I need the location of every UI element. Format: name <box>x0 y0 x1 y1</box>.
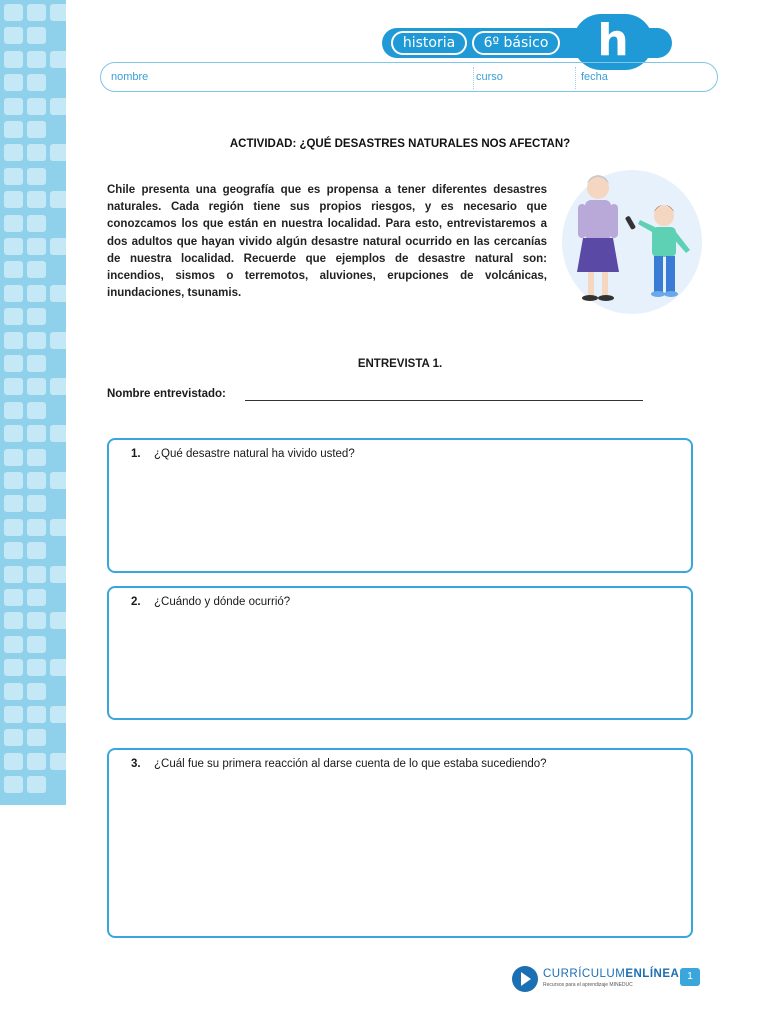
decorative-tile <box>27 144 46 161</box>
question-text: ¿Qué desastre natural ha vivido usted? <box>154 448 355 460</box>
decorative-tile <box>50 659 66 676</box>
interviewee-name-line[interactable] <box>245 400 643 401</box>
decorative-tile <box>50 51 66 68</box>
decorative-tile <box>4 542 23 559</box>
decorative-tile <box>4 449 23 466</box>
decorative-tile <box>50 566 66 583</box>
decorative-tile <box>4 144 23 161</box>
decorative-tile <box>4 753 23 770</box>
decorative-tile <box>50 191 66 208</box>
decorative-tile <box>4 4 23 21</box>
decorative-tile <box>27 191 46 208</box>
decorative-tile <box>27 27 46 44</box>
brand-tagline: Recursos para el aprendizaje MINEDUC <box>543 982 633 988</box>
subject-logo-badge: h <box>573 14 653 70</box>
question-number: 2. <box>131 596 141 608</box>
decorative-tile <box>4 238 23 255</box>
decorative-tile <box>27 378 46 395</box>
decorative-tile <box>27 332 46 349</box>
decorative-tile <box>50 285 66 302</box>
decorative-tile <box>50 425 66 442</box>
question-number: 3. <box>131 758 141 770</box>
decorative-tile <box>27 566 46 583</box>
decorative-tile <box>50 98 66 115</box>
subject-pill: historia <box>391 31 467 55</box>
grade-pill: 6º básico <box>472 31 560 55</box>
decorative-tile <box>50 753 66 770</box>
decorative-tile <box>4 519 23 536</box>
curriculum-en-linea-logo <box>512 965 680 993</box>
decorative-tile <box>27 261 46 278</box>
interviewee-name-label: Nombre entrevistado: <box>107 388 226 400</box>
decorative-tile <box>4 378 23 395</box>
play-arrow-icon <box>512 966 538 992</box>
question-box-3[interactable] <box>107 748 693 938</box>
decorative-tile <box>4 191 23 208</box>
decorative-tile <box>4 308 23 325</box>
intro-paragraph: Chile presenta una geografía que es propensa a tener diferentes desastres naturales. Cada región tiene sus propios riesgos, y es necesario que conozcamos los que están en nuestra localidad. Para esto, entrevistaremos a dos adultos que hayan vivido algún desastre natural ocurrido en las cercanías de nuestra localidad. Recuerde que ejemplos de desastre natural son: incendios, sismos o terremotos, aluviones, erupciones de volcánicas, inundaciones, tsunamis. <box>107 184 547 300</box>
decorative-tile <box>27 121 46 138</box>
decorative-tile <box>4 168 23 185</box>
decorative-tile <box>4 729 23 746</box>
question-box-2[interactable] <box>107 586 693 720</box>
decorative-tile <box>27 98 46 115</box>
question-number: 1. <box>131 448 141 460</box>
decorative-tile <box>27 753 46 770</box>
decorative-tile <box>4 98 23 115</box>
decorative-tile <box>4 121 23 138</box>
date-field-label: fecha <box>581 71 608 83</box>
decorative-tile <box>27 238 46 255</box>
decorative-tile <box>27 519 46 536</box>
brand-name <box>543 968 679 980</box>
decorative-tile <box>27 425 46 442</box>
decorative-tile <box>27 215 46 232</box>
decorative-tile <box>50 519 66 536</box>
decorative-tile <box>27 402 46 419</box>
decorative-tile <box>27 776 46 793</box>
decorative-tile <box>27 355 46 372</box>
course-field-label: curso <box>476 71 503 83</box>
decorative-tile <box>4 472 23 489</box>
decorative-tile <box>27 659 46 676</box>
interview-illustration <box>558 160 706 318</box>
decorative-tile <box>4 27 23 44</box>
decorative-tile <box>4 74 23 91</box>
decorative-tile <box>4 495 23 512</box>
decorative-tile <box>27 706 46 723</box>
decorative-tile <box>50 472 66 489</box>
decorative-tile <box>27 449 46 466</box>
page-number: 1 <box>680 968 700 986</box>
decorative-tile <box>27 589 46 606</box>
decorative-tile <box>27 168 46 185</box>
question-box-1[interactable] <box>107 438 693 573</box>
brand-name-bold: ENLÍNEA <box>625 968 680 980</box>
decorative-tile <box>50 378 66 395</box>
decorative-tile <box>27 542 46 559</box>
decorative-tile <box>4 683 23 700</box>
decorative-tile <box>4 589 23 606</box>
question-text: ¿Cuándo y dónde ocurrió? <box>154 596 291 608</box>
info-divider <box>473 67 474 89</box>
decorative-tile <box>4 402 23 419</box>
decorative-tile <box>4 566 23 583</box>
decorative-tile <box>27 4 46 21</box>
decorative-tile <box>27 636 46 653</box>
decorative-tile <box>4 425 23 442</box>
decorative-tile <box>4 332 23 349</box>
decorative-tile <box>50 144 66 161</box>
decorative-tile <box>50 332 66 349</box>
decorative-tile <box>50 612 66 629</box>
decorative-tile <box>4 355 23 372</box>
decorative-tile <box>27 495 46 512</box>
decorative-tile <box>27 729 46 746</box>
decorative-tile <box>27 308 46 325</box>
interviewee-name-row <box>107 388 647 406</box>
decorative-tile <box>4 261 23 278</box>
decorative-tile <box>27 74 46 91</box>
decorative-tile <box>4 636 23 653</box>
decorative-tile <box>27 472 46 489</box>
decorative-tile <box>50 706 66 723</box>
interview-heading: ENTREVISTA 1. <box>357 358 443 370</box>
decorative-tile <box>27 683 46 700</box>
decorative-tile <box>27 51 46 68</box>
student-info-bar <box>100 62 718 92</box>
decorative-tile <box>4 659 23 676</box>
brand-name-regular: CURRÍCULUM <box>543 968 626 980</box>
name-field-label: nombre <box>111 71 149 83</box>
decorative-tile <box>4 706 23 723</box>
decorative-tile <box>27 285 46 302</box>
decorative-tile-strip <box>0 0 66 805</box>
decorative-tile <box>4 285 23 302</box>
decorative-tile <box>4 612 23 629</box>
decorative-tile <box>50 238 66 255</box>
decorative-tile <box>27 612 46 629</box>
decorative-tile <box>4 776 23 793</box>
decorative-tile <box>4 215 23 232</box>
decorative-tile <box>4 51 23 68</box>
info-divider <box>575 67 576 89</box>
question-text: ¿Cuál fue su primera reacción al darse cuenta de lo que estaba sucediendo? <box>154 758 547 770</box>
decorative-tile <box>50 4 66 21</box>
activity-title: ACTIVIDAD: ¿QUÉ DESASTRES NATURALES NOS AFECTAN? <box>229 138 571 150</box>
